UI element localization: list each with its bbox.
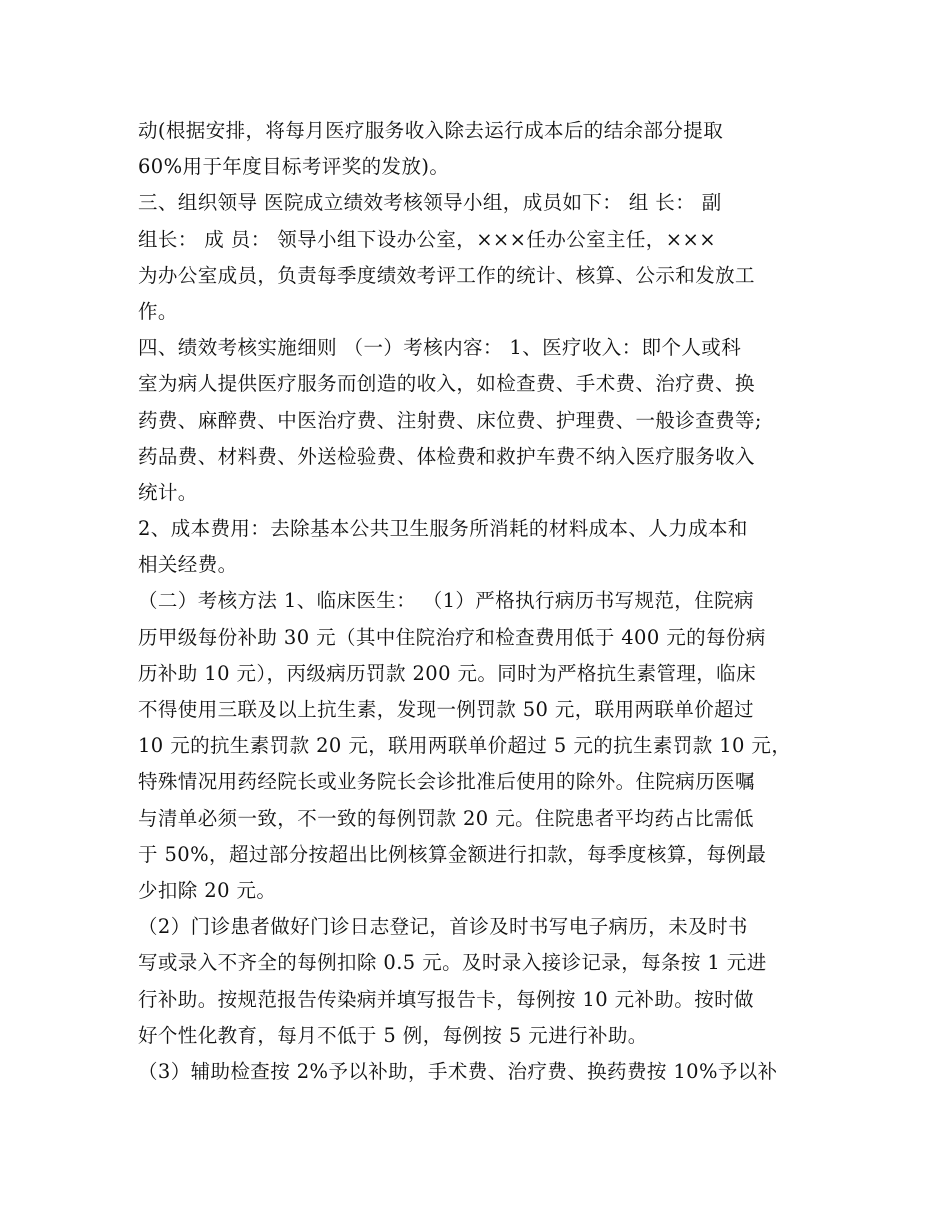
text-line: 60%用于年度目标考评奖的发放)。 [138, 155, 450, 179]
text-line: 动(根据安排，将每月医疗服务收入除去运行成本后的结余部分提取 [138, 119, 724, 142]
text-line: 不得使用三联及以上抗生素，发现一例罚款 50 元，联用两联单价超过 [138, 698, 754, 721]
text-line: 组长： 成 员： 领导小组下设办公室，×××任办公室主任，××× [138, 227, 716, 251]
text-line: 统计。 [138, 480, 198, 504]
text-line: 好个性化教育，每月不低于 5 例，每例按 5 元进行补助。 [138, 1023, 648, 1047]
text-line: 于 50%，超过部分按超出比例核算金额进行扣款，每季度核算，每例最 [138, 842, 767, 866]
text-line: （2）门诊患者做好门诊日志登记，首诊及时书写电子病历，未及时书 [138, 915, 748, 939]
text-line: （二）考核方法 1、临床医生： （1）严格执行病历书写规范，住院病 [138, 589, 754, 613]
text-line: 历甲级每份补助 30 元（其中住院治疗和检查费用低于 400 元的每份病 [138, 625, 766, 649]
text-line: 10 元的抗生素罚款 20 元，联用两联单价超过 5 元的抗生素罚款 10 元， [138, 734, 792, 758]
text-line: 药品费、材料费、外送检验费、体检费和救护车费不纳入医疗服务收入 [138, 444, 755, 468]
text-line: （3）辅助检查按 2%予以补助，手术费、治疗费、换药费按 10%予以补 [138, 1059, 778, 1083]
text-line: 药费、麻醉费、中医治疗费、注射费、床位费、护理费、一般诊查费等; [138, 408, 762, 432]
text-line: 室为病人提供医疗服务而创造的收入，如检查费、手术费、治疗费、换 [138, 372, 755, 396]
text-line: 三、组织领导 医院成立绩效考核领导小组，成员如下： 组 长： 副 [138, 191, 722, 215]
text-line: 特殊情况用药经院长或业务院长会诊批准后使用的除外。住院病历医嘱 [138, 770, 755, 794]
text-line: 2、成本费用：去除基本公共卫生服务所消耗的材料成本、人力成本和 [138, 517, 748, 541]
text-line: 少扣除 20 元。 [138, 878, 277, 902]
text-line: 历补助 10 元），丙级病历罚款 200 元。同时为严格抗生素管理，临床 [138, 661, 756, 685]
text-line: 与清单必须一致，不一致的每例罚款 20 元。住院患者平均药占比需低 [138, 806, 754, 830]
text-line: 四、绩效考核实施细则 （一）考核内容： 1、医疗收入：即个人或科 [138, 336, 742, 360]
text-line: 相关经费。 [138, 553, 238, 577]
text-line: 为办公室成员，负责每季度绩效考评工作的统计、核算、公示和发放工 [138, 263, 755, 287]
document-body [138, 113, 818, 1090]
text-line: 写或录入不齐全的每例扣除 0.5 元。及时录入接诊记录，每条按 1 元进 [138, 951, 767, 975]
text-line: 行补助。按规范报告传染病并填写报告卡，每例按 10 元补助。按时做 [138, 987, 754, 1011]
text-line: 作。 [138, 299, 178, 323]
